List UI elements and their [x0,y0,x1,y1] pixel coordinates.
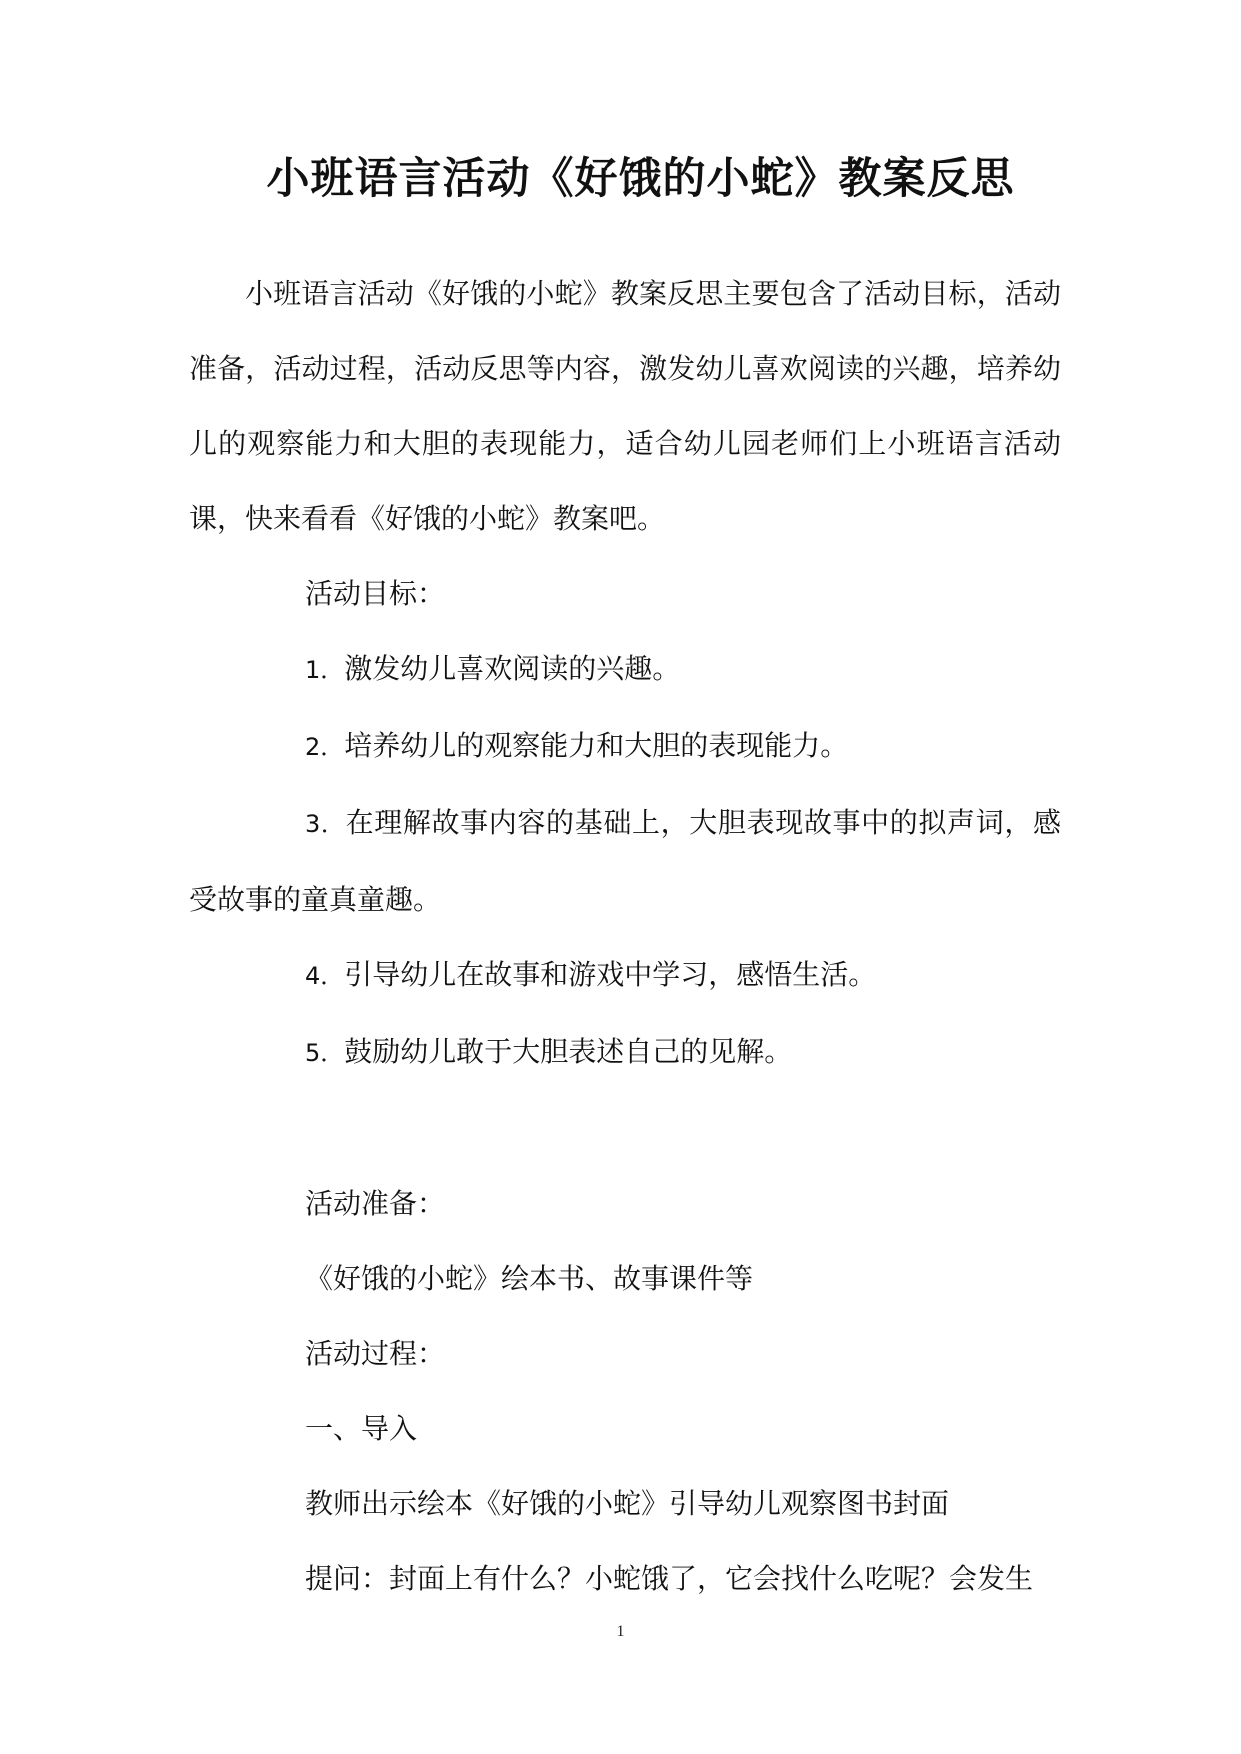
goal-item [189,785,1061,937]
goal-number: 4． [305,962,345,990]
goal-text: 激发幼儿喜欢阅读的兴趣。 [344,652,681,685]
goal-text: 鼓励幼儿敢于大胆表述自己的见解。 [344,1035,793,1068]
section-text: 教师出示绘本《好饿的小蛇》引导幼儿观察图书封面 [305,1487,950,1520]
blank-line [189,1091,1061,1166]
prep-text: 《好饿的小蛇》绘本书、故事课件等 [305,1262,754,1295]
goal-item [189,937,1061,1014]
goal-item [189,1014,1061,1091]
goal-text: 引导幼儿在故事和游戏中学习，感悟生活。 [344,958,877,991]
goal-item [189,708,1061,785]
prep-heading: 活动准备： [305,1187,446,1220]
goal-number: 3． [305,810,346,838]
document-body [189,256,1061,1616]
goal-text: 在理解故事内容的基础上，大胆表现故事中的拟声词，感受故事的童真童趣。 [189,806,1061,916]
goal-number: 2． [305,733,345,761]
intro-paragraph: 小班语言活动《好饿的小蛇》教案反思主要包含了活动目标，活动准备，活动过程，活动反思等内容，激发幼儿喜欢阅读的兴趣，培养幼儿的观察能力和大胆的表现能力，适合幼儿园老师们上小班语言活动课，快来看看《好饿的小蛇》教案吧。 [189,277,1061,535]
goal-text: 培养幼儿的观察能力和大胆的表现能力。 [344,729,849,762]
page-number: 1 [616,1623,625,1640]
goal-item [189,631,1061,708]
goal-number: 1． [305,656,345,684]
goals-heading: 活动目标： [305,577,446,610]
goal-number: 5． [305,1039,345,1067]
section-heading: 一、导入 [305,1412,418,1445]
question-text: 提问：封面上有什么？小蛇饿了，它会找什么吃呢？会发生 [305,1562,1034,1595]
process-heading: 活动过程： [305,1337,446,1370]
document-title: 小班语言活动《好饿的小蛇》教案反思 [266,154,1015,204]
